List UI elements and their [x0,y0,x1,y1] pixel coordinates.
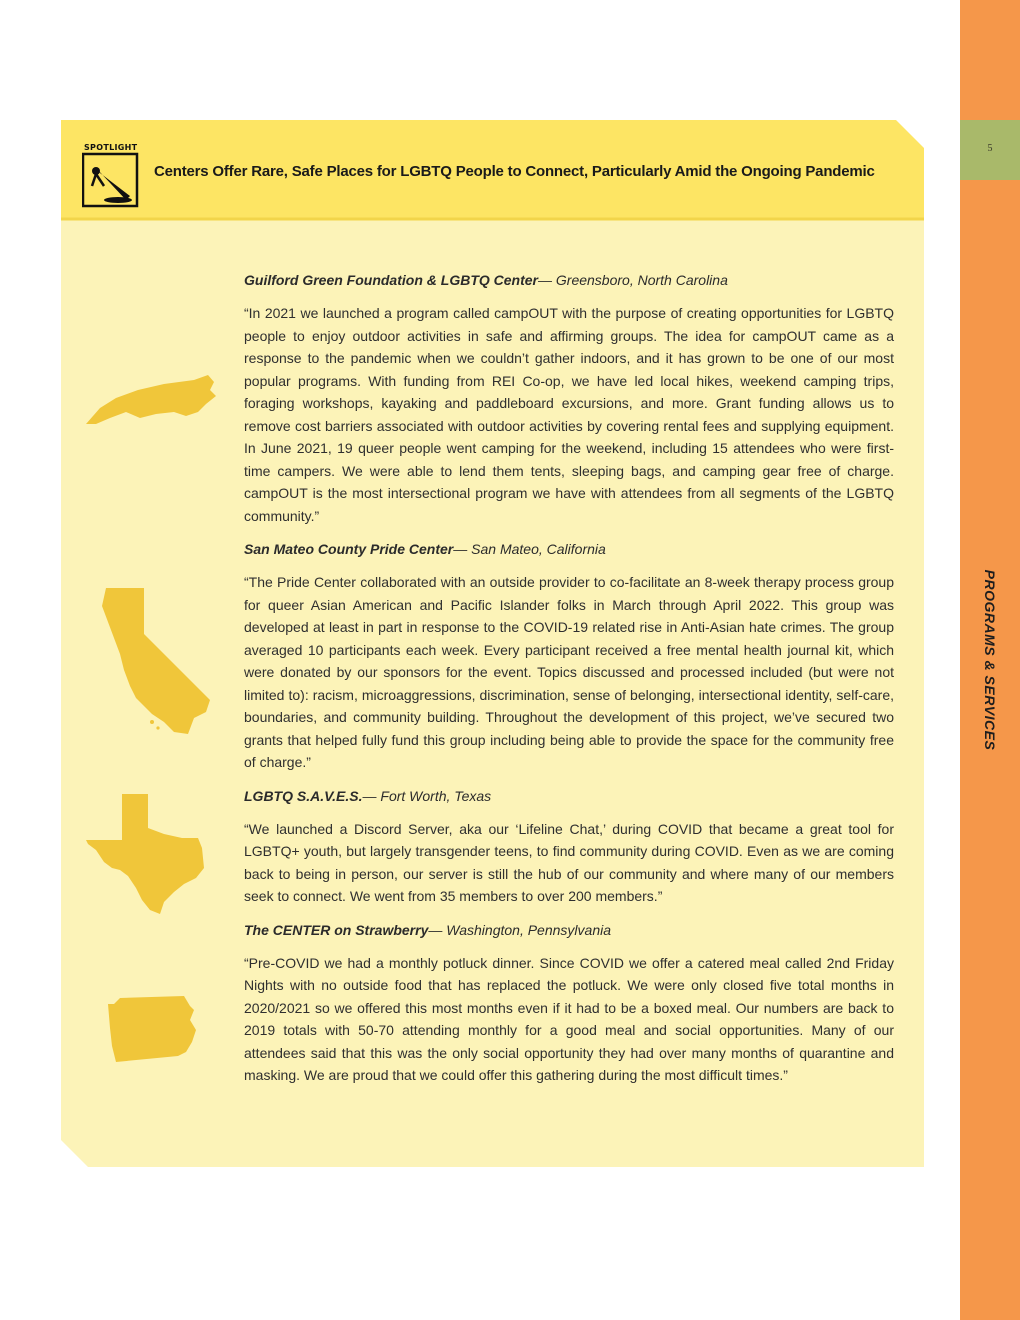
spotlight-content [244,270,894,1099]
org-name: Guilford Green Foundation & LGBTQ Center [244,272,538,288]
org-location: — Greensboro, North Carolina [538,272,728,288]
entry-heading [244,786,894,806]
section-label: PROGRAMS & SERVICES [982,569,998,751]
california-map-icon [100,586,214,736]
entry-quote: “Pre-COVID we had a monthly potluck dinner. Since COVID we offer a catered meal called 2nd Friday Nights with no outside food that has replaced the potluck. We were only closed five total months in 2020/2021 so we offered this most months even if it had to be a boxed meal. Our numbers are back to 2019 totals with 50-70 attending monthly for a good meal and social opportunities. Many of our attendees said that this was the only social opportunity they had over many months of quarantine and masking. We are proud that we could offer this gathering during the most difficult times.” [244,954,894,1083]
org-name: San Mateo County Pride Center [244,541,454,557]
org-location: — Washington, Pennsylvania [428,921,611,938]
org-name: LGBTQ S.A.V.E.S. [244,787,363,804]
spotlight-icon [82,140,142,208]
entry-heading [244,270,894,290]
entry-heading [244,539,894,559]
entry-quote: “The Pride Center collaborated with an outside provider to co-facilitate an 8-week therapy process group for queer Asian American and Pacific Islander folks in March through April 2022. This group was developed at least in part in response to the COVID-19 related rise in Anti-Asian hate crimes. The group averaged 10 participants each week. Every participant received a free mental health journal kit, which were donated by our sponsors for the event. Topics discussed and processed included (but were not limited to): racism, microaggressions, discrimination, sense of belonging, intersectional identity, self-care, boundaries, and community building. Throughout the development of this project, we’ve secured two grants that helped fully fund this group including being able to provide the space for the community free of charge.” [244,574,894,770]
entry-quote: “In 2021 we launched a program called campOUT with the purpose of creating opportunities for LGBTQ people to enjoy outdoor activities in safe and affirming groups. The idea for campOUT came as a response to the pandemic when we couldn’t gather indoors, and it has grown to be one of our most popular programs. With funding from REI Co-op, we have led local hikes, weekend camping trips, foraging workshops, kayaking and paddleboard excursions, and more. Grant funding allows us to remove cost barriers associated with outdoor activities by covering rental fees and supplying equipment. In June 2021, 19 queer people went camping for the weekend, including 15 attendees who were first-time campers. We were able to lend them tents, sleeping bags, and camping gear free of charge. campOUT is the most intersectional program we have with attendees from all segments of the LGBTQ community.” [244,305,894,524]
page-number: 5 [987,143,993,154]
org-location: — Fort Worth, Texas [362,787,492,804]
entry-heading [244,920,894,940]
spotlight-label: SPOTLIGHT [84,143,138,152]
entry-quote: “We launched a Discord Server, aka our ‘Lifeline Chat,’ during COVID that became a great tool for LGBTQ+ youth, but largely transgender teens, to find community during COVID. Even as we are coming back to being in person, our server is still the hub of our community and where many of our members seek to connect. We went from 35 members to over 200 members.” [244,820,894,904]
texas-map-icon [84,792,212,916]
org-name: The CENTER on Strawberry [244,921,429,938]
spotlight-title: Centers Offer Rare, Safe Places for LGBTQ People to Connect, Particularly Amid the Ongoing Pandemic [154,163,875,180]
pennsylvania-map-icon [106,994,198,1064]
north-carolina-map-icon [86,374,218,426]
org-location: — San Mateo, California [453,541,606,557]
